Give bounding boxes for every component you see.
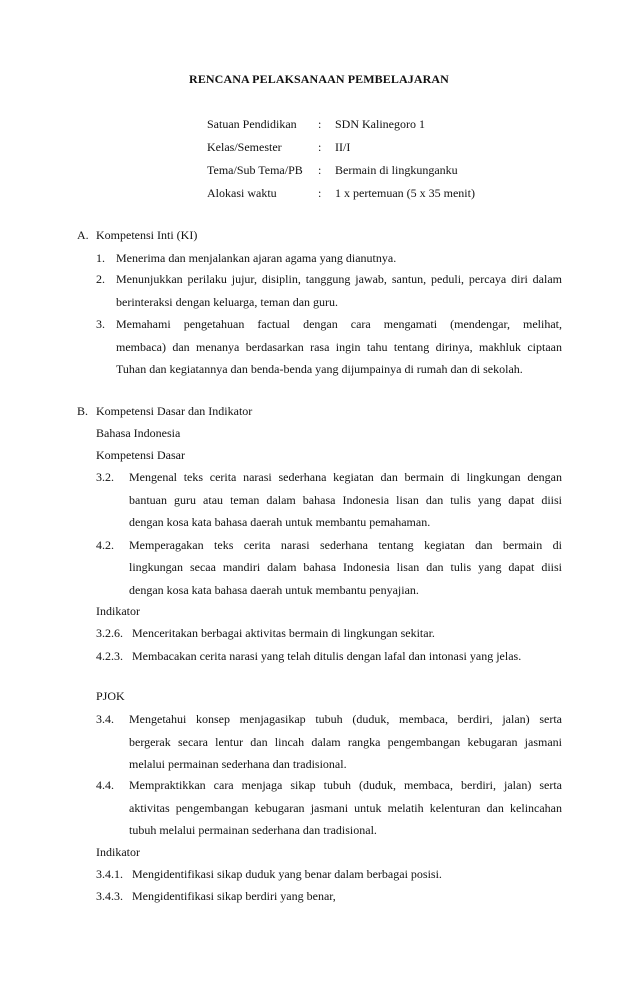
ki-line: Menunjukkan perilaku jujur, disiplin, tanggung jawab, santun, peduli, percaya diri dalam — [116, 272, 562, 286]
kd-line: Mempraktikkan cara menjaga sikap tubuh (duduk, membaca, berdiri, jalan) serta — [129, 778, 562, 792]
indikator-text: Menceritakan berbagai aktivitas bermain di lingkungan sekitar. — [132, 626, 435, 640]
kd-line: dengan kosa kata bahasa daerah untuk membantu pemahaman. — [129, 515, 431, 529]
info-key: Alokasi waktu — [207, 186, 277, 200]
ki-number: 3. — [96, 317, 105, 331]
ki-line: membaca) dan menanya berdasarkan rasa ingin tahu tentang dirinya, makhluk ciptaan — [116, 340, 562, 354]
ki-line: Tuhan dan kegiatannya dan benda-benda yang dijumpainya di rumah dan di sekolah. — [116, 362, 523, 376]
kd-line: lingkungan secaa mandiri dalam bahasa Indonesia lisan dan tulis yang dapat diisi — [129, 560, 562, 574]
indikator-number: 3.4.3. — [96, 889, 123, 903]
kd-line: bantuan guru atau teman dalam bahasa Indonesia lisan dan tulis yang dapat diisi — [129, 493, 562, 507]
kd-line: aktivitas pengembangan kebugaran jasmani untuk melatih kelenturan dan kelincahan — [129, 801, 562, 815]
kd-line: Mengetahui konsep menjagasikap tubuh (duduk, membaca, berdiri, jalan) serta — [129, 712, 562, 726]
kd-line: tubuh melalui permainan sederhana dan tradisional. — [129, 823, 377, 837]
info-key: Tema/Sub Tema/PB — [207, 163, 303, 177]
kd-number: 3.2. — [96, 470, 114, 484]
ki-number: 1. — [96, 251, 105, 265]
section-a-heading: Kompetensi Inti (KI) — [96, 228, 198, 242]
ki-number: 2. — [96, 272, 105, 286]
kd-line: melalui permainan sederhana dan tradisional. — [129, 757, 347, 771]
subject-label: Bahasa Indonesia — [96, 426, 181, 440]
ki-line: Memahami pengetahuan factual dengan cara mengamati (mendengar, melihat, — [116, 317, 562, 331]
info-colon: : — [318, 117, 322, 131]
info-value: 1 x pertemuan (5 x 35 menit) — [335, 186, 475, 200]
info-value: II/I — [335, 140, 351, 154]
info-key: Kelas/Semester — [207, 140, 282, 154]
page-title: RENCANA PELAKSANAAN PEMBELAJARAN — [189, 72, 449, 86]
info-colon: : — [318, 186, 322, 200]
kd-line: bergerak secara lentur dan lincah dalam rangka pengembangan kebugaran jasmani — [129, 735, 562, 749]
indikator-number: 3.4.1. — [96, 867, 123, 881]
indikator-label: Indikator — [96, 604, 140, 618]
indikator-text: Mengidentifikasi sikap berdiri yang benar, — [132, 889, 336, 903]
section-b-heading: Kompetensi Dasar dan Indikator — [96, 404, 253, 418]
info-value: Bermain di lingkunganku — [335, 163, 458, 177]
kd-number: 3.4. — [96, 712, 114, 726]
kd-label: Kompetensi Dasar — [96, 448, 185, 462]
indikator-text: Mengidentifikasi sikap duduk yang benar dalam berbagai posisi. — [132, 867, 442, 881]
ki-line: Menerima dan menjalankan ajaran agama yang dianutnya. — [116, 251, 397, 265]
indikator-text: Membacakan cerita narasi yang telah ditulis dengan lafal dan intonasi yang jelas. — [132, 649, 522, 663]
info-colon: : — [318, 140, 322, 154]
kd-number: 4.2. — [96, 538, 114, 552]
info-colon: : — [318, 163, 322, 177]
subject-label: PJOK — [96, 689, 125, 703]
kd-line: dengan kosa kata bahasa daerah untuk membantu penyajian. — [129, 583, 419, 597]
info-value: SDN Kalinegoro 1 — [335, 117, 425, 131]
indikator-number: 3.2.6. — [96, 626, 123, 640]
section-a-letter: A. — [77, 228, 89, 242]
kd-line: Memperagakan teks cerita narasi sederhana tentang kegiatan dan bermain di — [129, 538, 562, 552]
indikator-number: 4.2.3. — [96, 649, 123, 663]
section-b-letter: B. — [77, 404, 89, 418]
info-key: Satuan Pendidikan — [207, 117, 297, 131]
ki-line: berinteraksi dengan keluarga, teman dan guru. — [116, 295, 339, 309]
kd-line: Mengenal teks cerita narasi sederhana kegiatan dan bermain di lingkungan dengan — [129, 470, 562, 484]
indikator-label: Indikator — [96, 845, 140, 859]
kd-number: 4.4. — [96, 778, 114, 792]
